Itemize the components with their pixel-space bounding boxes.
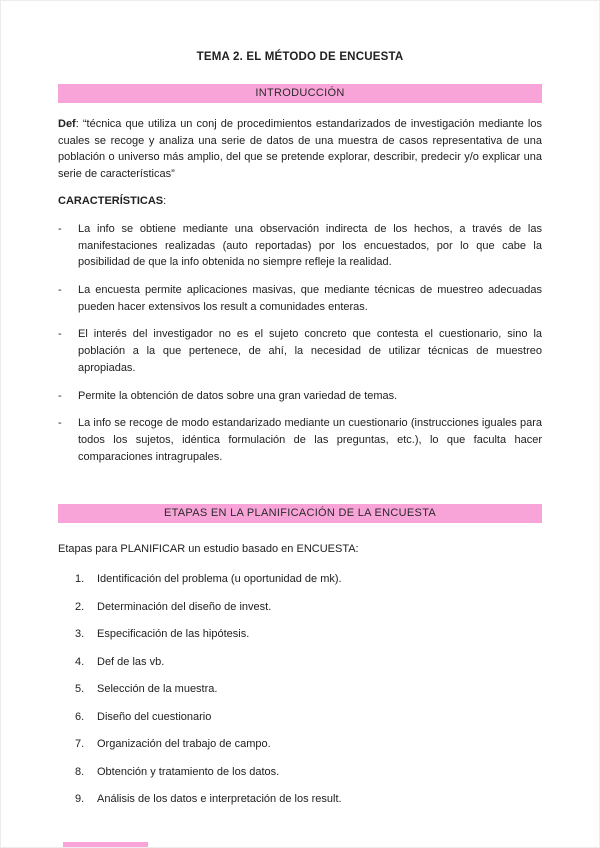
bullet-text: El interés del investigador no es el sujeto concreto que contesta el cuestionario, sino la población a la que pertenece, de ahí, la necesidad de utilizar técnicas de muestreo apropiadas.	[78, 328, 542, 374]
step-text: Def de las vb.	[97, 655, 165, 668]
list-item	[75, 571, 542, 588]
bullet-dash: -	[58, 284, 62, 297]
step-text: Especificación de las hipótesis.	[97, 628, 250, 640]
step-number: 2.	[75, 600, 85, 613]
bullet-text: La encuesta permite aplicaciones masivas, que mediante técnicas de muestreo adecuadas pueden hacer extensivos los result a comunidades enteras.	[78, 284, 542, 313]
etapas-intro-line: Etapas para PLANIFICAR un estudio basado en ENCUESTA:	[58, 542, 359, 555]
step-text: Obtención y tratamiento de los datos.	[97, 765, 280, 778]
bullet-dash: -	[58, 417, 62, 430]
bullet-dash: -	[58, 389, 62, 402]
list-item	[58, 415, 542, 465]
step-text: Selección de la muestra.	[97, 683, 218, 695]
step-text: Análisis de los datos e interpretación de los result.	[97, 793, 342, 805]
bullet-text: La info se recoge de modo estandarizado mediante un cuestionario (instrucciones iguales para todos los sujetos, idéntica formulación de las preguntas, etc.), lo que faculta hacer comparaciones intragrupales.	[78, 417, 542, 463]
list-item	[75, 599, 542, 616]
list-item	[75, 764, 542, 781]
next-section-header-partial-bar	[63, 842, 148, 847]
list-item	[58, 326, 542, 376]
list-item	[75, 709, 542, 726]
list-item	[58, 221, 542, 271]
section-header-introduccion: INTRODUCCIÓN	[58, 84, 542, 103]
definition-label: Def	[58, 118, 76, 130]
definition-paragraph	[58, 116, 542, 183]
step-number: 3.	[75, 628, 85, 640]
caracteristicas-label: CARACTERÍSTICAS	[58, 194, 164, 207]
page-content	[1, 1, 599, 808]
step-text: Organización del trabajo de campo.	[97, 738, 271, 750]
page-title: TEMA 2. EL MÉTODO DE ENCUESTA	[196, 51, 404, 63]
section-header-etapas: ETAPAS EN LA PLANIFICACIÓN DE LA ENCUESTA	[58, 504, 542, 523]
step-text: Identificación del problema (u oportunidad de mk).	[97, 573, 342, 585]
caracteristicas-colon: :	[163, 194, 167, 207]
list-item	[75, 654, 542, 671]
caracteristicas-bullet-list	[58, 221, 542, 466]
step-number: 1.	[75, 573, 85, 585]
step-number: 6.	[75, 710, 85, 723]
list-item	[75, 736, 542, 753]
step-number: 9.	[75, 793, 85, 805]
etapas-numbered-list	[58, 571, 542, 808]
step-number: 8.	[75, 765, 85, 778]
step-text: Determinación del diseño de invest.	[97, 600, 272, 613]
bullet-text: Permite la obtención de datos sobre una gran variedad de temas.	[78, 389, 398, 402]
list-item	[75, 681, 542, 698]
step-number: 4.	[75, 655, 85, 668]
bullet-dash: -	[58, 222, 62, 235]
step-text: Diseño del cuestionario	[97, 710, 212, 723]
bullet-text: La info se obtiene mediante una observación indirecta de los hechos, a través de las manifestaciones realizadas (auto reportadas) por los encuestados, por lo que cabe la posibilidad de que la info obtenida no siempre refleje la realidad.	[78, 222, 542, 269]
step-number: 5.	[75, 683, 85, 695]
definition-text: : “técnica que utiliza un conj de procedimientos estandarizados de investigación mediante los cuales se recoge y analiza una serie de datos de una muestra de casos representativa de una población o universo más amplio, del que se pretende explorar, describir, predecir y/o explicar una serie de características”	[58, 118, 542, 181]
list-item	[58, 388, 542, 405]
caracteristicas-heading	[58, 195, 542, 207]
bullet-dash: -	[58, 328, 62, 341]
list-item	[75, 626, 542, 643]
list-item	[58, 282, 542, 315]
step-number: 7.	[75, 738, 85, 750]
list-item	[75, 791, 542, 808]
